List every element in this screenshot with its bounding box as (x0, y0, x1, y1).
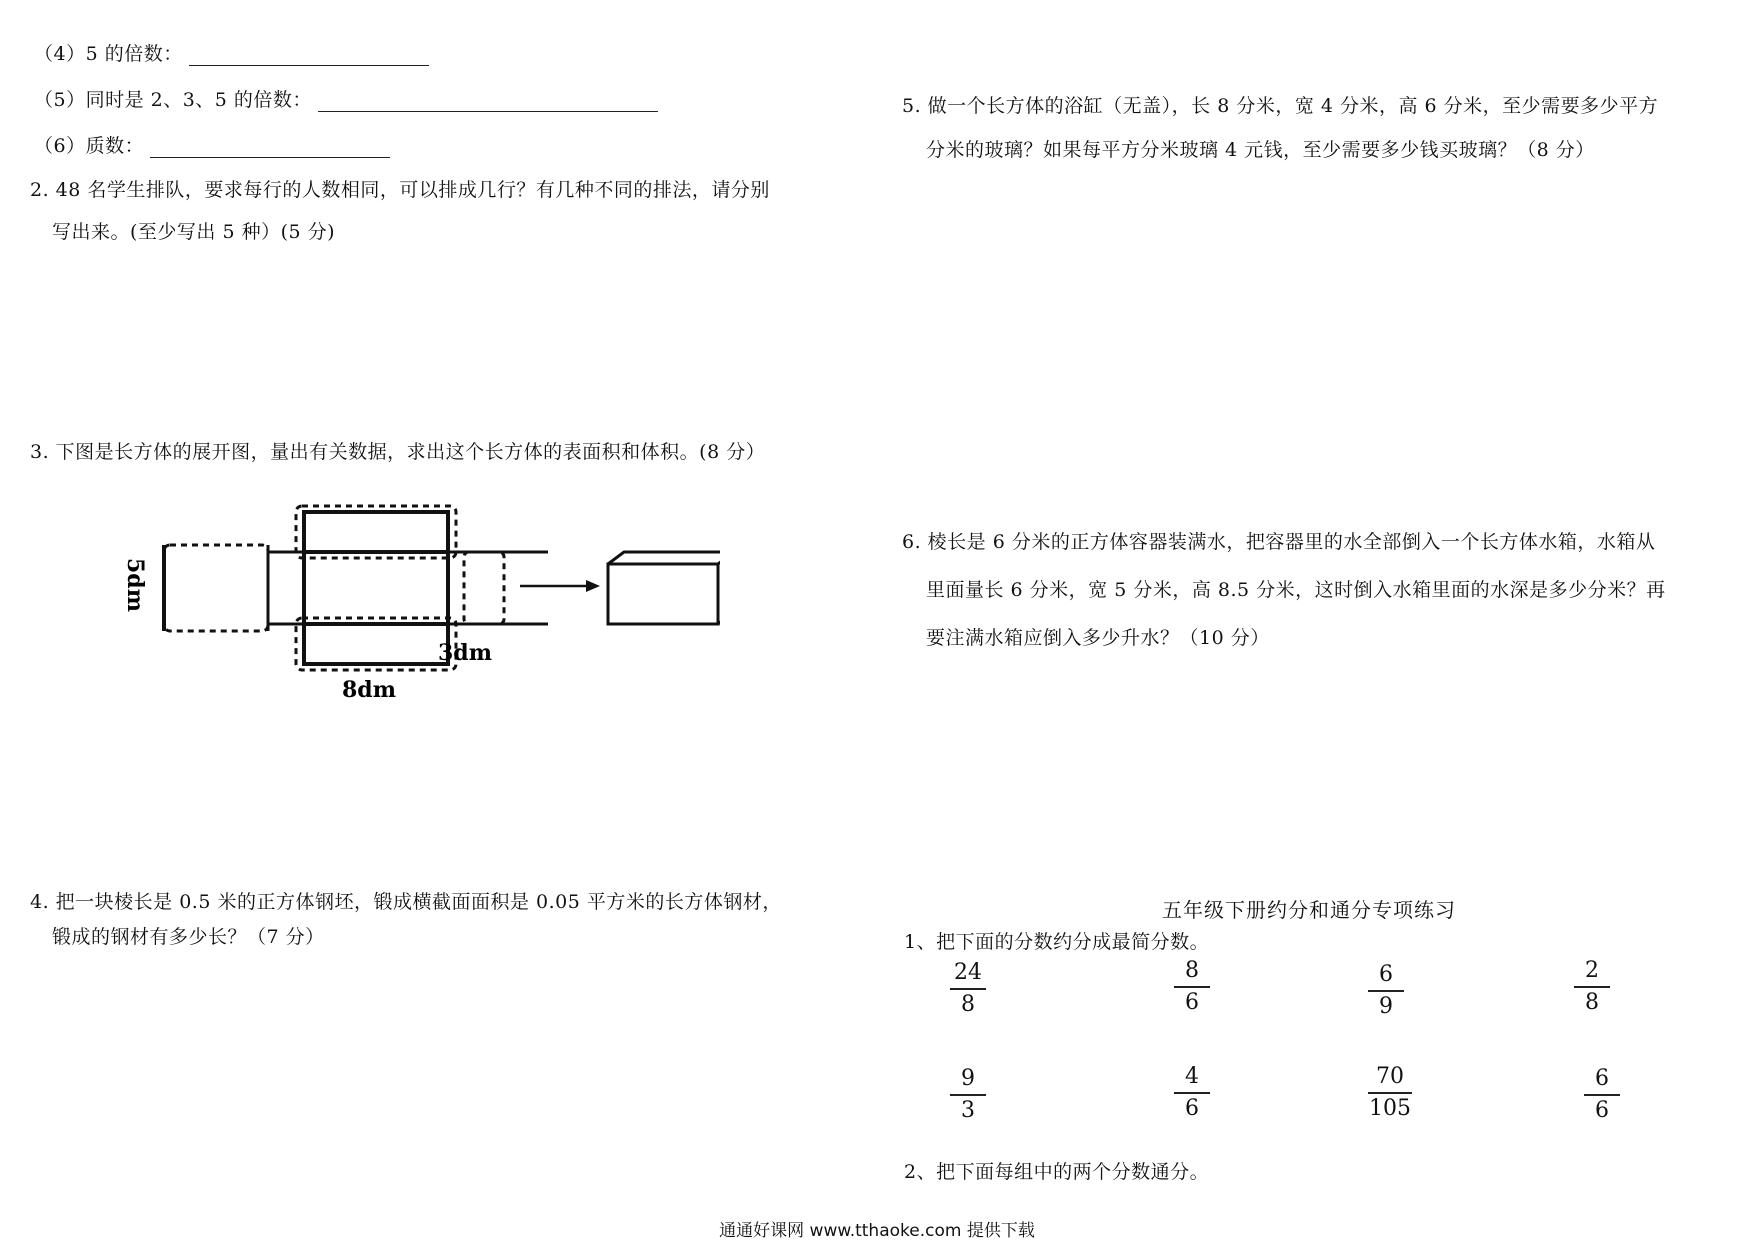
answer-blank-1-4[interactable] (189, 47, 429, 66)
fraction (1572, 1066, 1632, 1124)
question-4-line2: 锻成的钢材有多少长？（7 分） (52, 926, 325, 948)
question-2-line1: 2. 48 名学生排队，要求每行的人数相同，可以排成几行？有几种不同的排法，请分别 (30, 179, 770, 201)
net-top-face (304, 512, 448, 552)
question-2-line2: 写出来。(至少写出 5 种）(5 分) (52, 221, 336, 243)
fraction (938, 1066, 998, 1124)
fraction-denominator: 9 (1379, 994, 1393, 1019)
fraction-bar (1574, 986, 1610, 988)
fraction-denominator: 6 (1185, 1096, 1199, 1121)
fraction-bar (1368, 990, 1404, 992)
fraction-numerator: 6 (1595, 1066, 1609, 1091)
question-5-line2: 分米的玻璃？如果每平方分米玻璃 4 元钱，至少需要多少钱买玻璃？（8 分） (926, 139, 1595, 161)
fraction (1562, 958, 1622, 1016)
fraction-bar (1174, 986, 1210, 988)
fraction-denominator: 3 (961, 1098, 975, 1123)
fraction-numerator: 70 (1376, 1064, 1404, 1089)
fraction-numerator: 2 (1585, 958, 1599, 983)
fraction-bar (1584, 1094, 1620, 1096)
net-middle-face (304, 552, 448, 624)
cuboid-net-diagram (120, 500, 720, 710)
fraction (1162, 958, 1222, 1016)
question-1-5-text: （5）同时是 2、3、5 的倍数： (34, 89, 312, 111)
fraction-denominator: 6 (1595, 1098, 1609, 1123)
fraction-bar (950, 1094, 986, 1096)
question-1-5 (34, 88, 658, 112)
fraction-numerator: 8 (1185, 958, 1199, 983)
fraction (1162, 1064, 1222, 1122)
arrow-head (586, 580, 600, 592)
question-3: 3. 下图是长方体的展开图，量出有关数据，求出这个长方体的表面积和体积。(8 分） (30, 441, 766, 463)
cuboid-front (608, 564, 718, 624)
net-bottom-face (304, 624, 448, 664)
question-1-4-text: （4）5 的倍数： (34, 43, 183, 65)
question-6-line2: 里面量长 6 分米，宽 5 分米，高 8.5 分米，这时倒入水箱里面的水深是多少分米？再 (926, 579, 1666, 601)
fraction (938, 960, 998, 1018)
fraction-bar (1368, 1092, 1412, 1094)
fraction-denominator: 105 (1369, 1096, 1411, 1121)
fraction-numerator: 9 (961, 1066, 975, 1091)
fraction-bar (950, 988, 986, 990)
question-1-6 (34, 134, 390, 158)
fraction-denominator: 8 (961, 992, 975, 1017)
answer-blank-1-5[interactable] (318, 93, 658, 112)
question-1-6-text: （6）质数： (34, 135, 145, 157)
fraction-numerator: 24 (954, 960, 982, 985)
fraction-denominator: 8 (1585, 990, 1599, 1015)
label-8dm: 8dm (342, 677, 396, 703)
question-6-line1: 6. 棱长是 6 分米的正方体容器装满水，把容器里的水全部倒入一个长方体水箱，水箱从 (902, 531, 1656, 553)
fraction (1356, 1064, 1424, 1122)
page-footer: 通通好课网 www.tthaoke.com 提供下载 (719, 1221, 1035, 1241)
section-title: 五年级下册约分和通分专项练习 (1162, 898, 1456, 922)
section-1-instruction: 1、把下面的分数约分成最简分数。 (904, 931, 1210, 953)
question-4-line1: 4. 把一块棱长是 0.5 米的正方体钢坯，锻成横截面面积是 0.05 平方米的长方体钢材， (30, 891, 782, 913)
fraction-denominator: 6 (1185, 990, 1199, 1015)
question-1-4 (34, 42, 429, 66)
section-2-instruction: 2、把下面每组中的两个分数通分。 (904, 1161, 1210, 1183)
question-6-line3: 要注满水箱应倒入多少升水？（10 分） (926, 627, 1270, 649)
label-5dm: 5dm (122, 558, 148, 612)
question-5-line1: 5. 做一个长方体的浴缸（无盖），长 8 分米，宽 4 分米，高 6 分米，至少需要多少平方 (902, 95, 1659, 117)
net-left-face-dashed (164, 545, 268, 631)
answer-blank-1-6[interactable] (150, 139, 390, 158)
fraction (1356, 962, 1416, 1020)
fraction-bar (1174, 1092, 1210, 1094)
label-3dm: 3dm (438, 640, 492, 666)
fraction-numerator: 4 (1185, 1064, 1199, 1089)
fraction-numerator: 6 (1379, 962, 1393, 987)
net-right-face-dashed (464, 552, 504, 624)
